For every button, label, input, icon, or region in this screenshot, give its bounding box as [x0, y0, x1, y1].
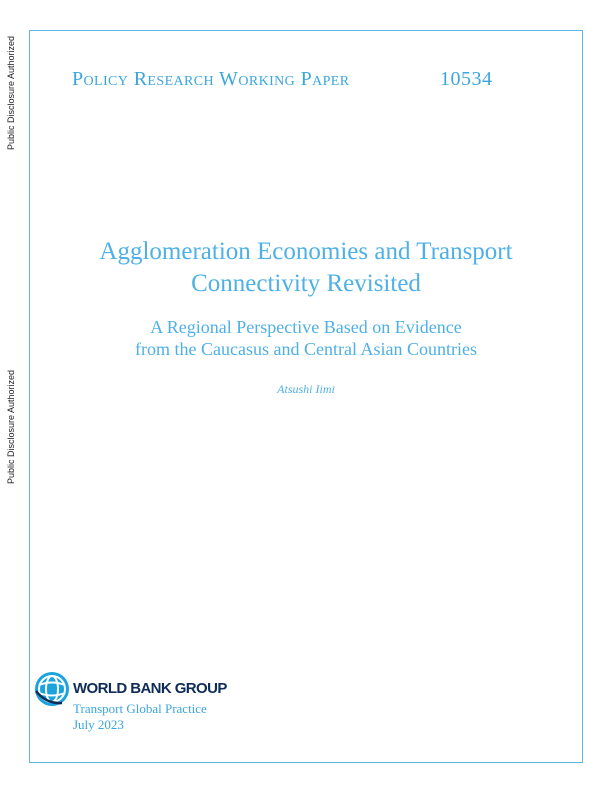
- paper-subtitle: [60, 316, 552, 360]
- public-disclosure-label-middle: Public Disclosure Authorized: [6, 369, 16, 484]
- public-disclosure-label-top: Public Disclosure Authorized: [6, 35, 16, 150]
- series-title: Policy Research Working Paper: [72, 68, 350, 90]
- world-bank-group-wordmark: WORLD BANK GROUP: [73, 680, 227, 697]
- subtitle-line-1: A Regional Perspective Based on Evidence: [150, 317, 462, 337]
- author-name: Atsushi Iimi: [277, 382, 335, 396]
- paper-number: 10534: [440, 68, 493, 90]
- paper-title: [60, 236, 552, 300]
- global-practice: Transport Global Practice: [73, 701, 207, 716]
- subtitle-line-2: from the Caucasus and Central Asian Countries: [135, 339, 477, 359]
- title-line-2: Connectivity Revisited: [191, 270, 421, 297]
- publication-date: July 2023: [73, 717, 124, 732]
- title-line-1: Agglomeration Economies and Transport: [99, 238, 513, 265]
- world-bank-globe-icon: [34, 671, 70, 707]
